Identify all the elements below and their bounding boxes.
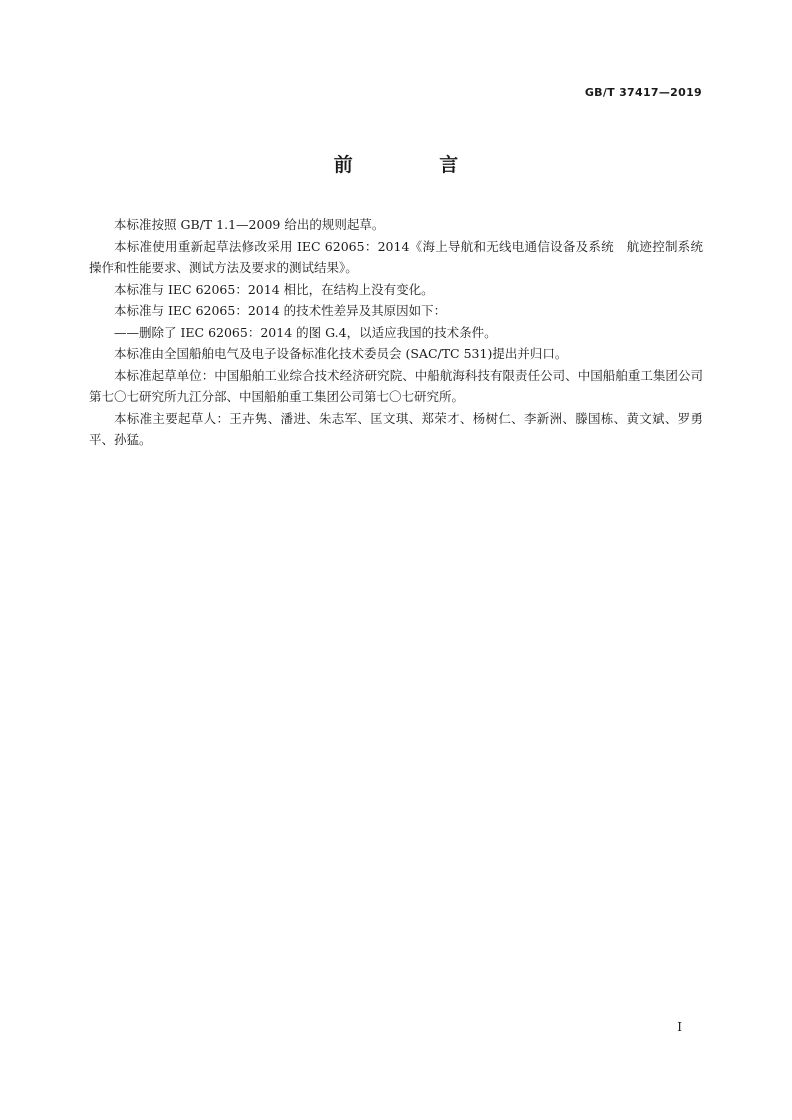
paragraph-structure: 本标准与 IEC 62065：2014 相比，在结构上没有变化。 — [114, 281, 434, 297]
standard-code: GB/T 37417—2019 — [584, 86, 702, 99]
paragraph-adoption-method: 本标准使用重新起草法修改采用 IEC 62065：2014《海上导航和无线电通信设备及系统 航迹控制系统 操作和性能要求、测试方法及要求的测试结果》。 — [89, 238, 716, 275]
paragraph-differences: 本标准与 IEC 62065：2014 的技术性差异及其原因如下： — [114, 303, 447, 318]
paragraph-drafters: 本标准主要起草人：王卉隽、潘进、朱志军、匡文琪、郑荣才、杨树仁、李新洲、滕国栋、黄文斌、罗勇平、孙猛。 — [89, 410, 703, 447]
page-title: 前 言 — [333, 154, 499, 176]
paragraph-proposer: 本标准由全国船舶电气及电子设备标准化技术委员会 (SAC/TC 531)提出并归口。 — [114, 346, 568, 361]
paragraph-drafting-rules: 本标准按照 GB/T 1.1—2009 给出的规则起草。 — [114, 217, 385, 232]
page-number: I — [677, 1020, 682, 1034]
paragraph-drafting-units: 本标准起草单位：中国船舶工业综合技术经济研究院、中船航海科技有限责任公司、中国船舶重工集团公司第七〇七研究所九江分部、中国船舶重工集团公司第七〇七研究所。 — [89, 367, 703, 404]
paragraph-difference-item: ——删除了 IEC 62065：2014 的图 G.4，以适应我国的技术条件。 — [114, 324, 497, 340]
foreword-body — [89, 214, 716, 451]
